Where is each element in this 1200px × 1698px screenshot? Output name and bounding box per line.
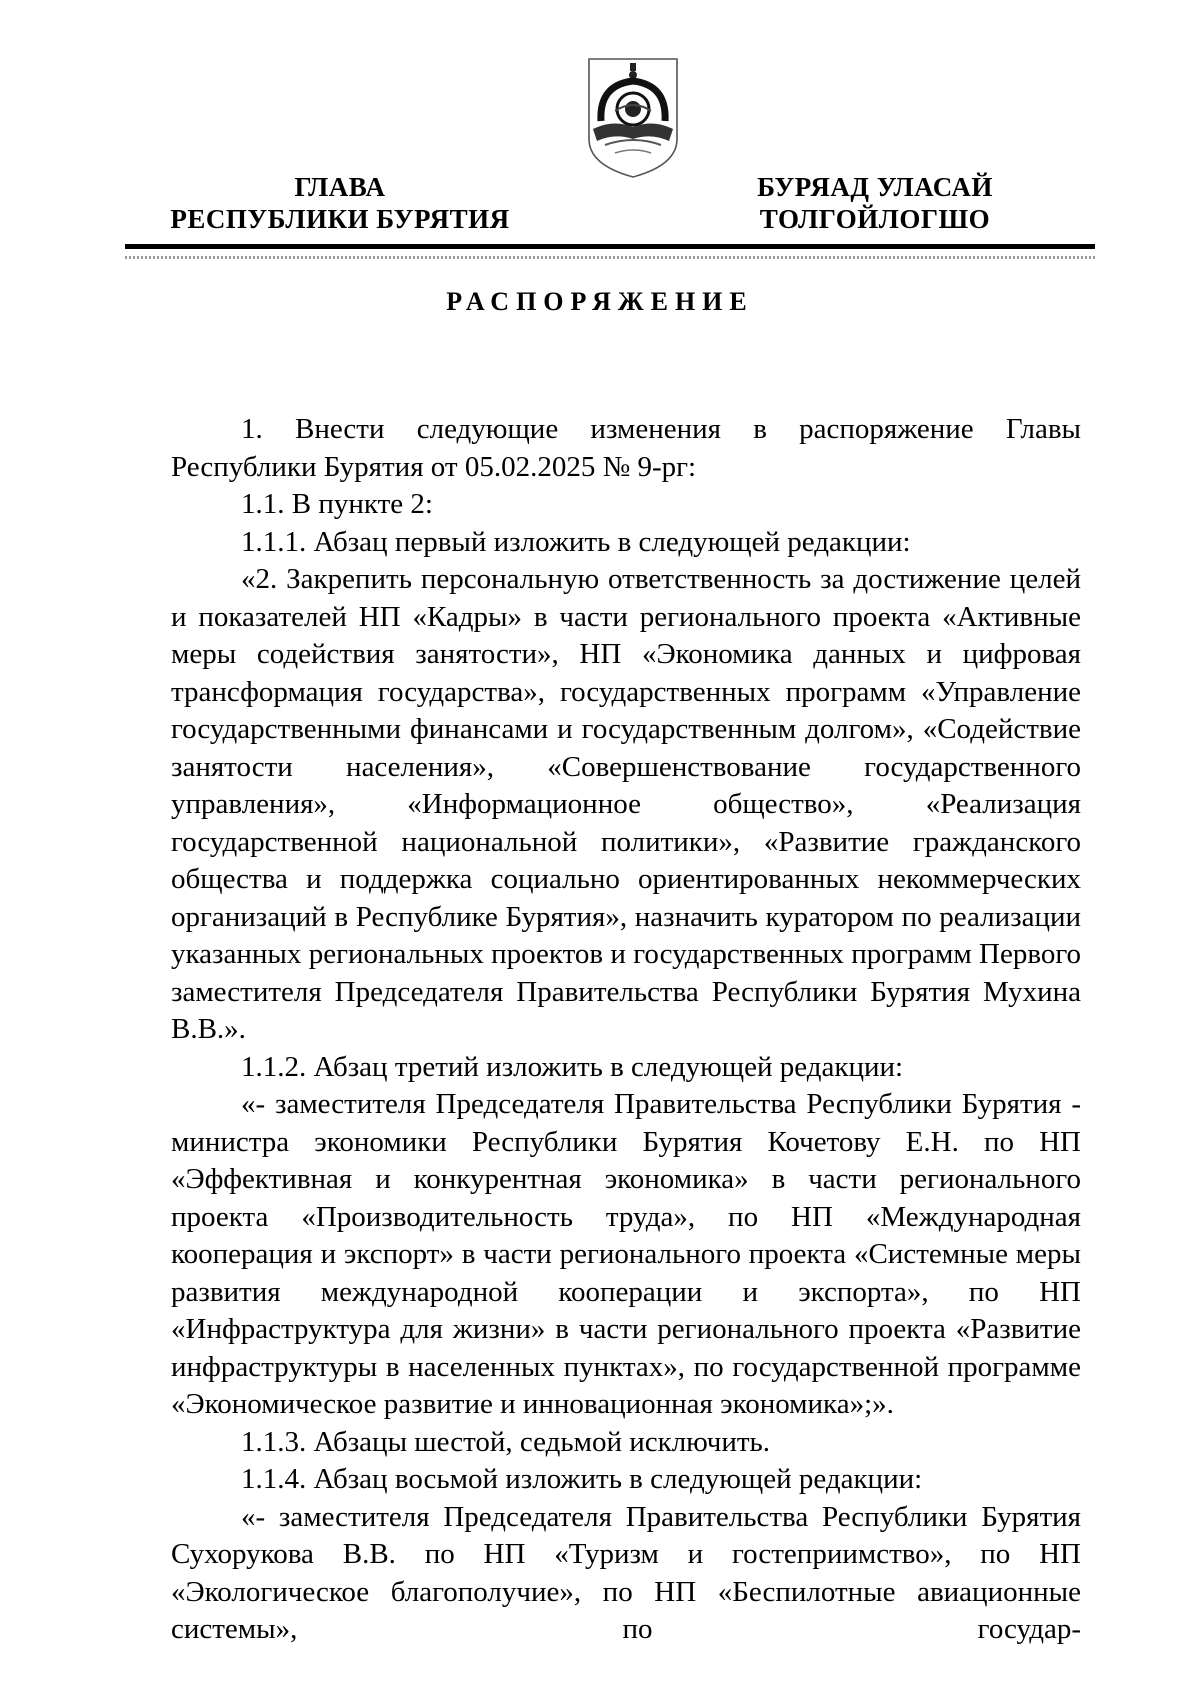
header-right-line2: ТОЛГОЙЛОГШО: [759, 204, 991, 234]
paragraph-item-1-1-1: 1.1.1. Абзац первый изложить в следующей редакции:: [241, 525, 911, 558]
header-authority-russian: [155, 171, 525, 235]
paragraph-quote-1: «2. Закрепить персональную ответственность за достижение целей и показателей НП «Кадры» в части регионального проекта «Активные меры содействия занятости», НП «Экономика данных и цифровая трансформация государства», государственных программ «Управление государственными финансами и государственным долгом», «Содействие занятости населения», «Совершенствование государственного управления», «Информационное общество», «Реализация государственной национальной политики», «Развитие гражданского общества и поддержка социально ориентированных некоммерческих организаций в Республике Бурятия», назначить куратором по реализации указанных региональных проектов и государственных программ Первого заместителя Председателя Правительства Республики Бурятия Мухина В.В.».: [171, 563, 1081, 1045]
paragraph-item-1-1-3: 1.1.3. Абзацы шестой, седьмой исключить.: [241, 1425, 770, 1458]
header-authority-buryat: [725, 171, 1025, 235]
paragraph-item-1-1: 1.1. В пункте 2:: [241, 488, 433, 520]
header-right-line1: БУРЯАД УЛАСАЙ: [757, 172, 993, 202]
header-divider: [125, 244, 1095, 249]
paragraph-quote-2: «- заместителя Председателя Правительства Республики Бурятия - министра экономики Республики Бурятия Кочетову Е.Н. по НП «Эффективная и конкурентная экономика» в части регионального проекта «Производительность труда», по НП «Международная кооперация и экспорт» в части регионального проекта «Системные меры развития международной кооперации и экспорта», по НП «Инфраструктура для жизни» в части регионального проекта «Развитие инфраструктуры в населенных пунктах», по государственной программе «Экономическое развитие и инновационная экономика»;».: [171, 1088, 1081, 1420]
paragraph-item-1: 1. Внести следующие изменения в распоряжение Главы Республики Бурятия от 05.02.2025 № 9-рг:: [171, 413, 1081, 483]
document-body: [171, 411, 1081, 1649]
coat-of-arms-icon: [585, 55, 681, 181]
paragraph-item-1-1-2: 1.1.2. Абзац третий изложить в следующей редакции:: [241, 1050, 904, 1083]
header-left-line1: ГЛАВА: [294, 172, 386, 202]
header-left-line2: РЕСПУБЛИКИ БУРЯТИЯ: [170, 204, 510, 234]
paragraph-quote-3: «- заместителя Председателя Правительства Республики Бурятия Сухорукова В.В. по НП «Туризм и гостеприимство», по НП «Экологическое благополучие», по НП «Беспилотные авиационные системы», по государ-: [171, 1500, 1081, 1645]
paragraph-item-1-1-4: 1.1.4. Абзац восьмой изложить в следующей редакции:: [241, 1463, 923, 1495]
header-divider-dotted: [125, 256, 1095, 259]
document-title: РАСПОРЯЖЕНИЕ: [446, 287, 754, 316]
